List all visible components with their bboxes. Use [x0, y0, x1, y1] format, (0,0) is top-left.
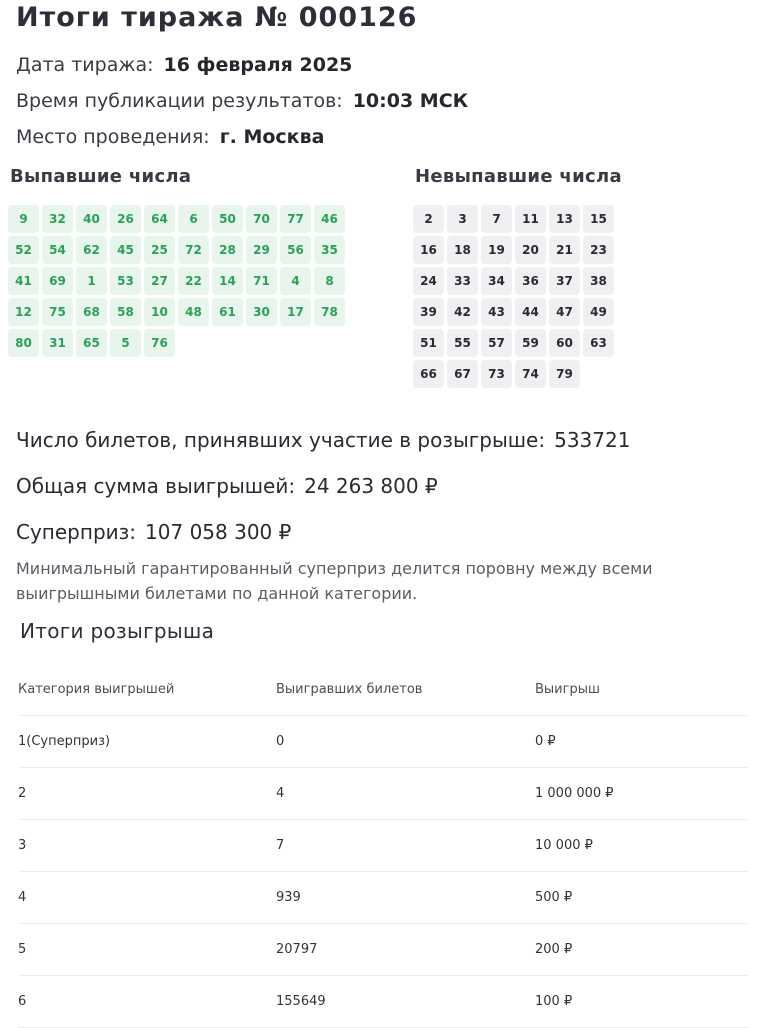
undrawn-number-ball: 21 — [549, 236, 580, 264]
drawn-number-ball: 25 — [144, 236, 175, 264]
drawn-number-ball: 28 — [212, 236, 243, 264]
drawn-number-ball: 12 — [8, 298, 39, 326]
drawn-number-ball: 68 — [76, 298, 107, 326]
undrawn-number-ball: 39 — [413, 298, 444, 326]
drawn-number-ball: 17 — [280, 298, 311, 326]
prize-cell: 100 ₽ — [535, 994, 573, 1009]
prize-cell: 0 ₽ — [535, 734, 556, 749]
drawn-number-ball: 30 — [246, 298, 277, 326]
undrawn-number-ball: 34 — [481, 267, 512, 295]
undrawn-number-ball: 37 — [549, 267, 580, 295]
table-row — [18, 976, 748, 1028]
publish-time-label: Время публикации результатов: — [16, 90, 343, 112]
drawn-number-ball: 10 — [144, 298, 175, 326]
draw-place-label: Место проведения: — [16, 126, 210, 148]
drawn-number-ball: 26 — [110, 205, 141, 233]
drawn-number-ball: 50 — [212, 205, 243, 233]
drawn-number-ball: 54 — [42, 236, 73, 264]
prize-cell: 10 000 ₽ — [535, 838, 593, 853]
winners-cell: 20797 — [276, 942, 318, 957]
drawn-number-ball: 64 — [144, 205, 175, 233]
draw-place-row — [16, 126, 324, 148]
results-table — [18, 664, 748, 1028]
winners-cell: 939 — [276, 890, 301, 905]
drawn-number-ball: 61 — [212, 298, 243, 326]
drawn-number-ball: 29 — [246, 236, 277, 264]
undrawn-number-ball: 51 — [413, 329, 444, 357]
winners-cell: 4 — [276, 786, 285, 801]
undrawn-number-ball: 60 — [549, 329, 580, 357]
prize-cell: 500 ₽ — [535, 890, 573, 905]
undrawn-number-ball: 43 — [481, 298, 512, 326]
draw-date-value: 16 февраля 2025 — [163, 54, 353, 76]
undrawn-number-ball: 66 — [413, 360, 444, 388]
drawn-number-ball: 70 — [246, 205, 277, 233]
table-row — [18, 716, 748, 768]
page-title: Итоги тиража № 000126 — [16, 2, 418, 33]
drawn-number-ball: 52 — [8, 236, 39, 264]
undrawn-number-ball: 20 — [515, 236, 546, 264]
drawn-number-ball: 58 — [110, 298, 141, 326]
undrawn-number-ball: 23 — [583, 236, 614, 264]
drawn-number-ball: 8 — [314, 267, 345, 295]
drawn-number-ball: 22 — [178, 267, 209, 295]
undrawn-number-ball: 33 — [447, 267, 478, 295]
drawn-number-ball: 4 — [280, 267, 311, 295]
category-cell: 6 — [18, 994, 27, 1009]
category-cell: 5 — [18, 942, 27, 957]
results-table-header — [18, 664, 748, 716]
category-cell: 2 — [18, 786, 27, 801]
undrawn-numbers-heading: Невыпавшие числа — [415, 166, 622, 187]
superprize-row — [16, 520, 291, 544]
winners-cell: 0 — [276, 734, 285, 749]
table-row — [18, 768, 748, 820]
drawn-number-ball: 9 — [8, 205, 39, 233]
undrawn-number-ball: 49 — [583, 298, 614, 326]
undrawn-number-ball: 79 — [549, 360, 580, 388]
winners-cell: 7 — [276, 838, 285, 853]
undrawn-number-ball: 63 — [583, 329, 614, 357]
draw-date-label: Дата тиража: — [16, 54, 154, 76]
drawn-number-ball: 27 — [144, 267, 175, 295]
total-winnings-row — [16, 474, 438, 498]
drawn-number-ball: 78 — [314, 298, 345, 326]
column-header-category: Категория выигрышей — [18, 682, 175, 697]
results-table-body — [18, 716, 748, 1028]
undrawn-number-ball: 44 — [515, 298, 546, 326]
category-cell: 3 — [18, 838, 27, 853]
drawn-number-ball: 46 — [314, 205, 345, 233]
publish-time-row — [16, 90, 468, 112]
undrawn-number-ball: 67 — [447, 360, 478, 388]
superprize-label: Суперприз: — [16, 520, 137, 544]
drawn-number-ball: 71 — [246, 267, 277, 295]
undrawn-number-ball: 73 — [481, 360, 512, 388]
superprize-note: Минимальный гарантированный суперприз делится поровну между всеми выигрышными билетами по данной категории. — [16, 559, 653, 603]
total-winnings-label: Общая сумма выигрышей: — [16, 474, 296, 498]
prize-cell: 200 ₽ — [535, 942, 573, 957]
drawn-number-ball: 14 — [212, 267, 243, 295]
drawn-number-ball: 35 — [314, 236, 345, 264]
publish-time-value: 10:03 МСК — [352, 90, 469, 112]
drawn-number-ball: 6 — [178, 205, 209, 233]
table-row — [18, 924, 748, 976]
undrawn-number-ball: 18 — [447, 236, 478, 264]
drawn-number-ball: 53 — [110, 267, 141, 295]
drawn-number-ball: 62 — [76, 236, 107, 264]
drawn-number-ball: 40 — [76, 205, 107, 233]
undrawn-number-ball: 38 — [583, 267, 614, 295]
total-winnings-value: 24 263 800 ₽ — [304, 474, 438, 498]
drawn-number-ball: 80 — [8, 329, 39, 357]
undrawn-number-ball: 24 — [413, 267, 444, 295]
drawn-number-ball: 1 — [76, 267, 107, 295]
undrawn-number-ball: 42 — [447, 298, 478, 326]
prize-cell: 1 000 000 ₽ — [535, 786, 614, 801]
draw-place-value: г. Москва — [219, 126, 325, 148]
drawn-number-ball: 5 — [110, 329, 141, 357]
undrawn-number-ball: 11 — [515, 205, 546, 233]
undrawn-number-ball: 15 — [583, 205, 614, 233]
undrawn-number-ball: 13 — [549, 205, 580, 233]
tickets-count-label: Число билетов, принявших участие в розыгрыше: — [16, 428, 546, 452]
drawn-number-ball: 41 — [8, 267, 39, 295]
drawn-numbers-heading: Выпавшие числа — [10, 166, 192, 187]
undrawn-number-ball: 36 — [515, 267, 546, 295]
column-header-winners: Выигравших билетов — [276, 682, 423, 697]
undrawn-number-ball: 3 — [447, 205, 478, 233]
undrawn-number-ball: 19 — [481, 236, 512, 264]
draw-date-row — [16, 54, 352, 76]
drawn-number-ball: 69 — [42, 267, 73, 295]
undrawn-number-ball: 55 — [447, 329, 478, 357]
undrawn-number-ball: 59 — [515, 329, 546, 357]
column-header-prize: Выигрыш — [535, 682, 600, 697]
undrawn-numbers-grid — [413, 205, 614, 388]
tickets-count-row — [16, 428, 630, 452]
drawn-number-ball: 48 — [178, 298, 209, 326]
undrawn-number-ball: 2 — [413, 205, 444, 233]
drawn-number-ball: 65 — [76, 329, 107, 357]
category-cell: 1(Суперприз) — [18, 734, 111, 749]
undrawn-number-ball: 16 — [413, 236, 444, 264]
drawn-number-ball: 31 — [42, 329, 73, 357]
results-title: Итоги розыгрыша — [20, 619, 215, 643]
superprize-value: 107 058 300 ₽ — [145, 520, 292, 544]
undrawn-number-ball: 47 — [549, 298, 580, 326]
undrawn-number-ball: 7 — [481, 205, 512, 233]
table-row — [18, 872, 748, 924]
drawn-number-ball: 32 — [42, 205, 73, 233]
drawn-numbers-grid — [8, 205, 345, 357]
drawn-number-ball: 75 — [42, 298, 73, 326]
winners-cell: 155649 — [276, 994, 326, 1009]
undrawn-number-ball: 74 — [515, 360, 546, 388]
table-row — [18, 820, 748, 872]
drawn-number-ball: 56 — [280, 236, 311, 264]
category-cell: 4 — [18, 890, 27, 905]
undrawn-number-ball: 57 — [481, 329, 512, 357]
drawn-number-ball: 72 — [178, 236, 209, 264]
drawn-number-ball: 76 — [144, 329, 175, 357]
drawn-number-ball: 77 — [280, 205, 311, 233]
tickets-count-value: 533721 — [554, 428, 631, 452]
drawn-number-ball: 45 — [110, 236, 141, 264]
